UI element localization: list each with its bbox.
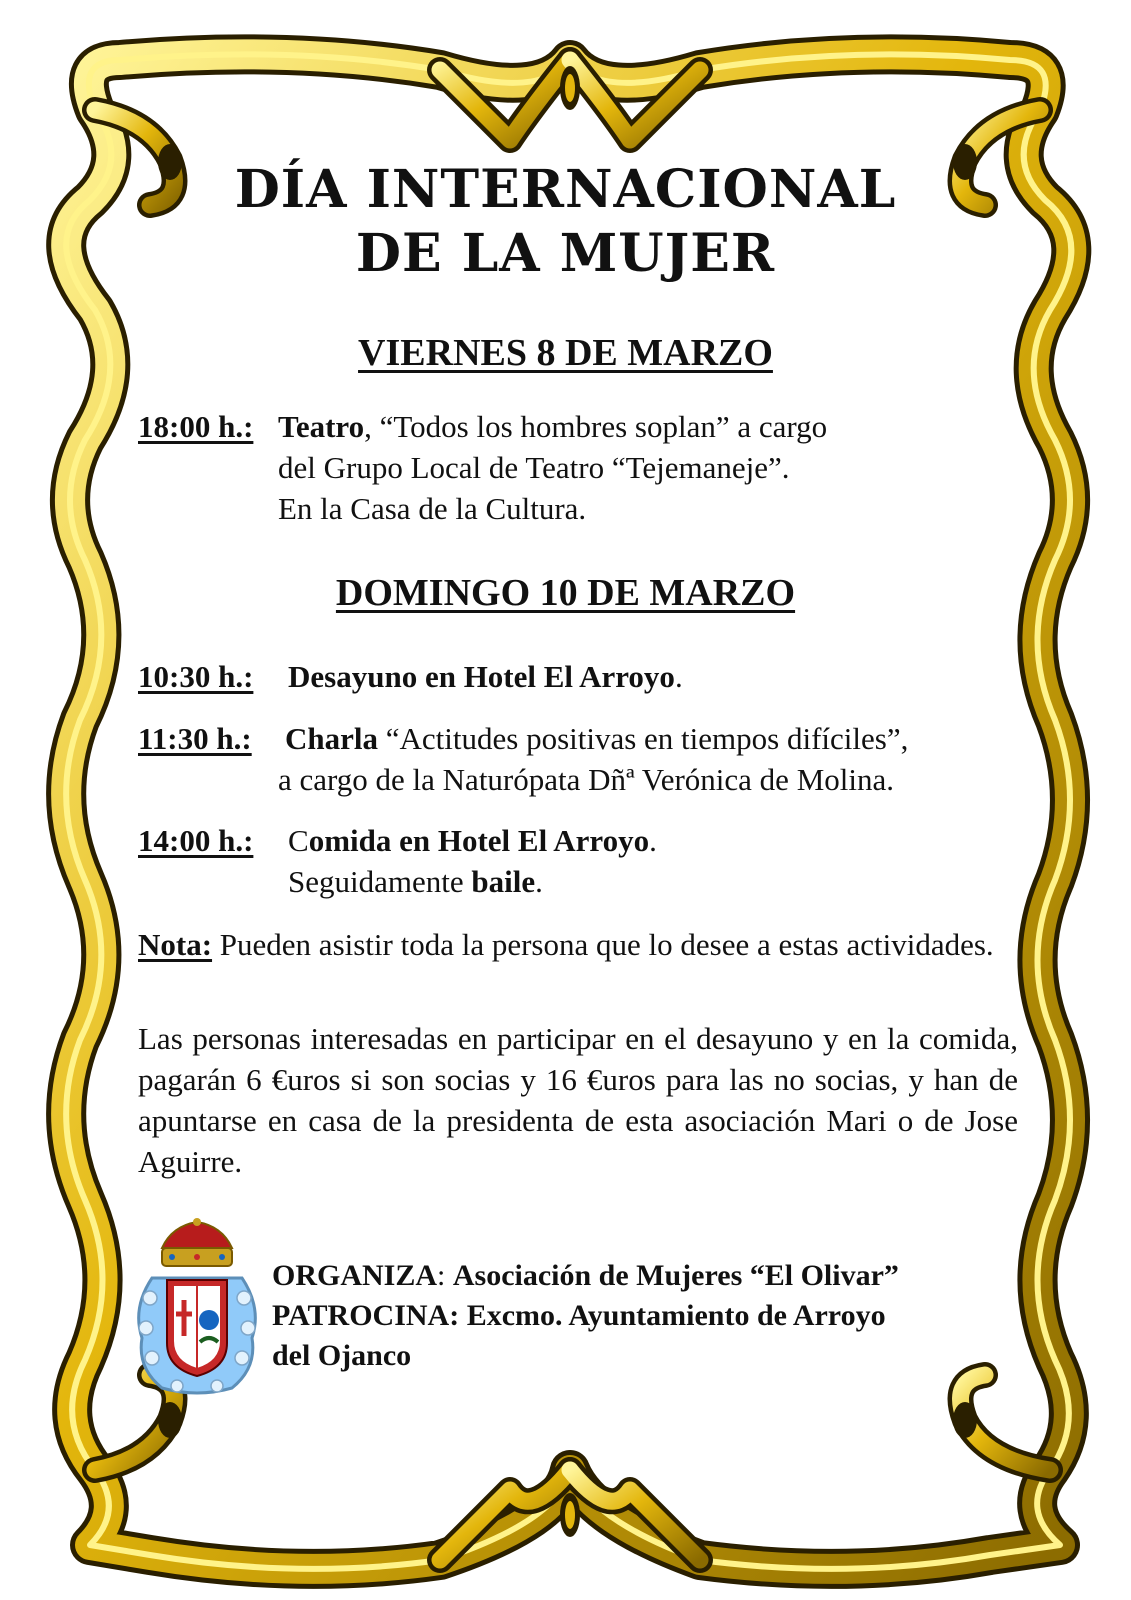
event-14-00	[138, 820, 1018, 904]
patrocina-line2: del Ojanco	[272, 1339, 412, 1372]
event-description	[278, 406, 827, 529]
event-time: 11:30 h.:	[138, 721, 252, 756]
event-time: 10:30 h.:	[138, 659, 254, 694]
coat-of-arms-logo	[132, 1218, 262, 1398]
event-description	[288, 656, 683, 697]
event-18-00	[138, 406, 1018, 532]
note-label: Nota:	[138, 927, 213, 962]
event-text: C	[288, 823, 309, 858]
event-text: del Grupo Local de Teatro “Tejemaneje”.	[278, 450, 790, 485]
event-title: omida en Hotel El Arroyo	[308, 823, 650, 858]
event-description	[288, 820, 657, 902]
event-title: Teatro	[278, 409, 365, 444]
note-block	[138, 924, 1018, 965]
footer-credits	[272, 1256, 1012, 1376]
patrocina-line1: PATROCINA: Excmo. Ayuntamiento de Arroyo	[272, 1299, 886, 1332]
event-title: Desayuno en Hotel El Arroyo	[288, 659, 675, 694]
event-text: .	[535, 864, 543, 899]
note-paragraph: Las personas interesadas en participar en el desayuno y en la comida, pagarán 6 €uros si son socias y 16 €uros para las no socias, y han de apuntarse en casa de la presidenta de esta asociación Mari o de Jose Aguirre.	[138, 1021, 1018, 1179]
organiza-label: ORGANIZA	[272, 1259, 438, 1292]
event-time: 14:00 h.:	[138, 823, 254, 858]
event-highlight: baile	[471, 864, 536, 899]
main-title-line2: DE LA MUJER	[355, 223, 776, 284]
event-description	[278, 718, 909, 800]
day2-heading: DOMINGO 10 DE MARZO	[335, 572, 796, 614]
organiza-separator: :	[437, 1259, 453, 1292]
organiza-text: Asociación de Mujeres “El Olivar”	[452, 1259, 899, 1292]
event-11-30	[138, 718, 1018, 802]
event-time: 18:00 h.:	[138, 409, 254, 444]
event-text: , “Todos los hombres soplan” a cargo	[364, 409, 828, 444]
event-text: .	[649, 823, 657, 858]
event-text: “Actitudes positivas en tiempos difíciles”,	[378, 721, 909, 756]
main-title-line1: DÍA INTERNACIONAL	[234, 159, 897, 220]
event-text: Seguidamente	[288, 864, 472, 899]
crown-icon	[162, 1218, 232, 1266]
event-10-30	[138, 656, 1018, 698]
day1-heading: VIERNES 8 DE MARZO	[358, 332, 773, 374]
event-text: .	[674, 659, 683, 694]
shield-icon	[167, 1280, 227, 1376]
note-text: Pueden asistir toda la persona que lo desee a estas actividades.	[212, 927, 994, 962]
event-title: Charla	[285, 721, 378, 756]
event-text: En la Casa de la Cultura.	[278, 491, 587, 526]
event-text: a cargo de la Naturópata Dñª Verónica de Molina.	[278, 762, 894, 797]
